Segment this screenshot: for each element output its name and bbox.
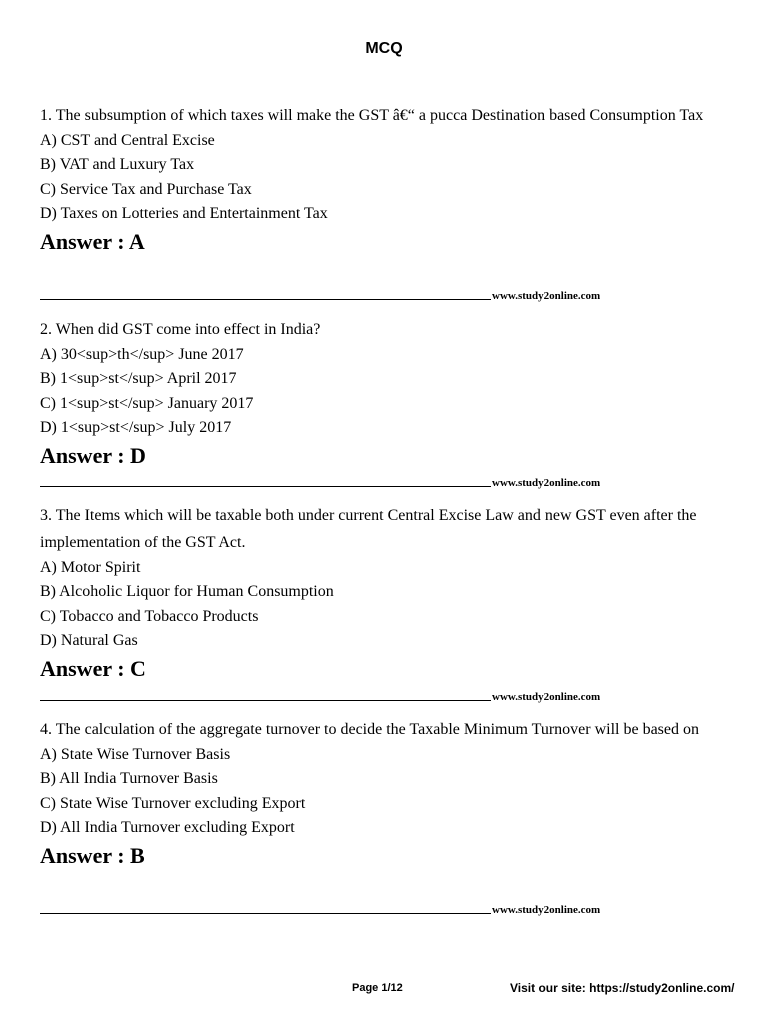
question-2 bbox=[40, 316, 730, 471]
question-1 bbox=[40, 102, 730, 257]
question-3 bbox=[40, 502, 730, 684]
question-4 bbox=[40, 716, 730, 871]
answer-label: Answer : D bbox=[40, 443, 146, 469]
option-d: D) 1<sup>st</sup> July 2017 bbox=[40, 418, 232, 436]
option-c: C) Service Tax and Purchase Tax bbox=[40, 180, 252, 198]
question-text: 4. The calculation of the aggregate turnover to decide the Taxable Minimum Turnover will be based on bbox=[40, 721, 699, 738]
separator-rule bbox=[40, 299, 491, 300]
option-b: B) VAT and Luxury Tax bbox=[40, 156, 195, 174]
option-c: C) 1<sup>st</sup> January 2017 bbox=[40, 394, 254, 412]
option-a: A) Motor Spirit bbox=[40, 559, 141, 576]
option-b: B) 1<sup>st</sup> April 2017 bbox=[40, 370, 237, 388]
option-c: C) State Wise Turnover excluding Export bbox=[40, 794, 306, 812]
separator-rule bbox=[40, 913, 491, 914]
option-a: A) 30<sup>th</sup> June 2017 bbox=[40, 346, 244, 363]
separator bbox=[40, 290, 730, 304]
separator-site-text: www.study2online.com bbox=[492, 691, 601, 703]
answer-label: Answer : C bbox=[40, 656, 146, 682]
question-text: 3. The Items which will be taxable both under current Central Excise Law and new GST even after the implementation of the GST Act. bbox=[40, 507, 697, 551]
option-a: A) State Wise Turnover Basis bbox=[40, 746, 231, 763]
separator-rule bbox=[40, 486, 491, 487]
question-text: 1. The subsumption of which taxes will make the GST â€“ a pucca Destination based Consumption Tax bbox=[40, 107, 704, 124]
question-text: 2. When did GST come into effect in India? bbox=[40, 321, 321, 338]
page-title: MCQ bbox=[365, 40, 403, 57]
separator-site-text: www.study2online.com bbox=[492, 904, 601, 916]
option-b: B) Alcoholic Liquor for Human Consumption bbox=[40, 583, 334, 601]
footer-site-link[interactable]: Visit our site: https://study2online.com/ bbox=[510, 981, 735, 995]
separator-rule bbox=[40, 700, 491, 701]
separator bbox=[40, 477, 730, 491]
separator-site-text: www.study2online.com bbox=[492, 290, 601, 302]
answer-label: Answer : A bbox=[40, 229, 145, 255]
option-d: D) Natural Gas bbox=[40, 631, 138, 649]
separator bbox=[40, 691, 730, 705]
separator-site-text: www.study2online.com bbox=[492, 477, 601, 489]
option-a: A) CST and Central Excise bbox=[40, 132, 215, 149]
option-b: B) All India Turnover Basis bbox=[40, 770, 218, 788]
option-d: D) Taxes on Lotteries and Entertainment Tax bbox=[40, 204, 328, 222]
separator bbox=[40, 904, 730, 918]
answer-label: Answer : B bbox=[40, 843, 145, 869]
option-d: D) All India Turnover excluding Export bbox=[40, 818, 295, 836]
page-number: Page 1/12 bbox=[352, 982, 403, 994]
option-c: C) Tobacco and Tobacco Products bbox=[40, 607, 259, 625]
